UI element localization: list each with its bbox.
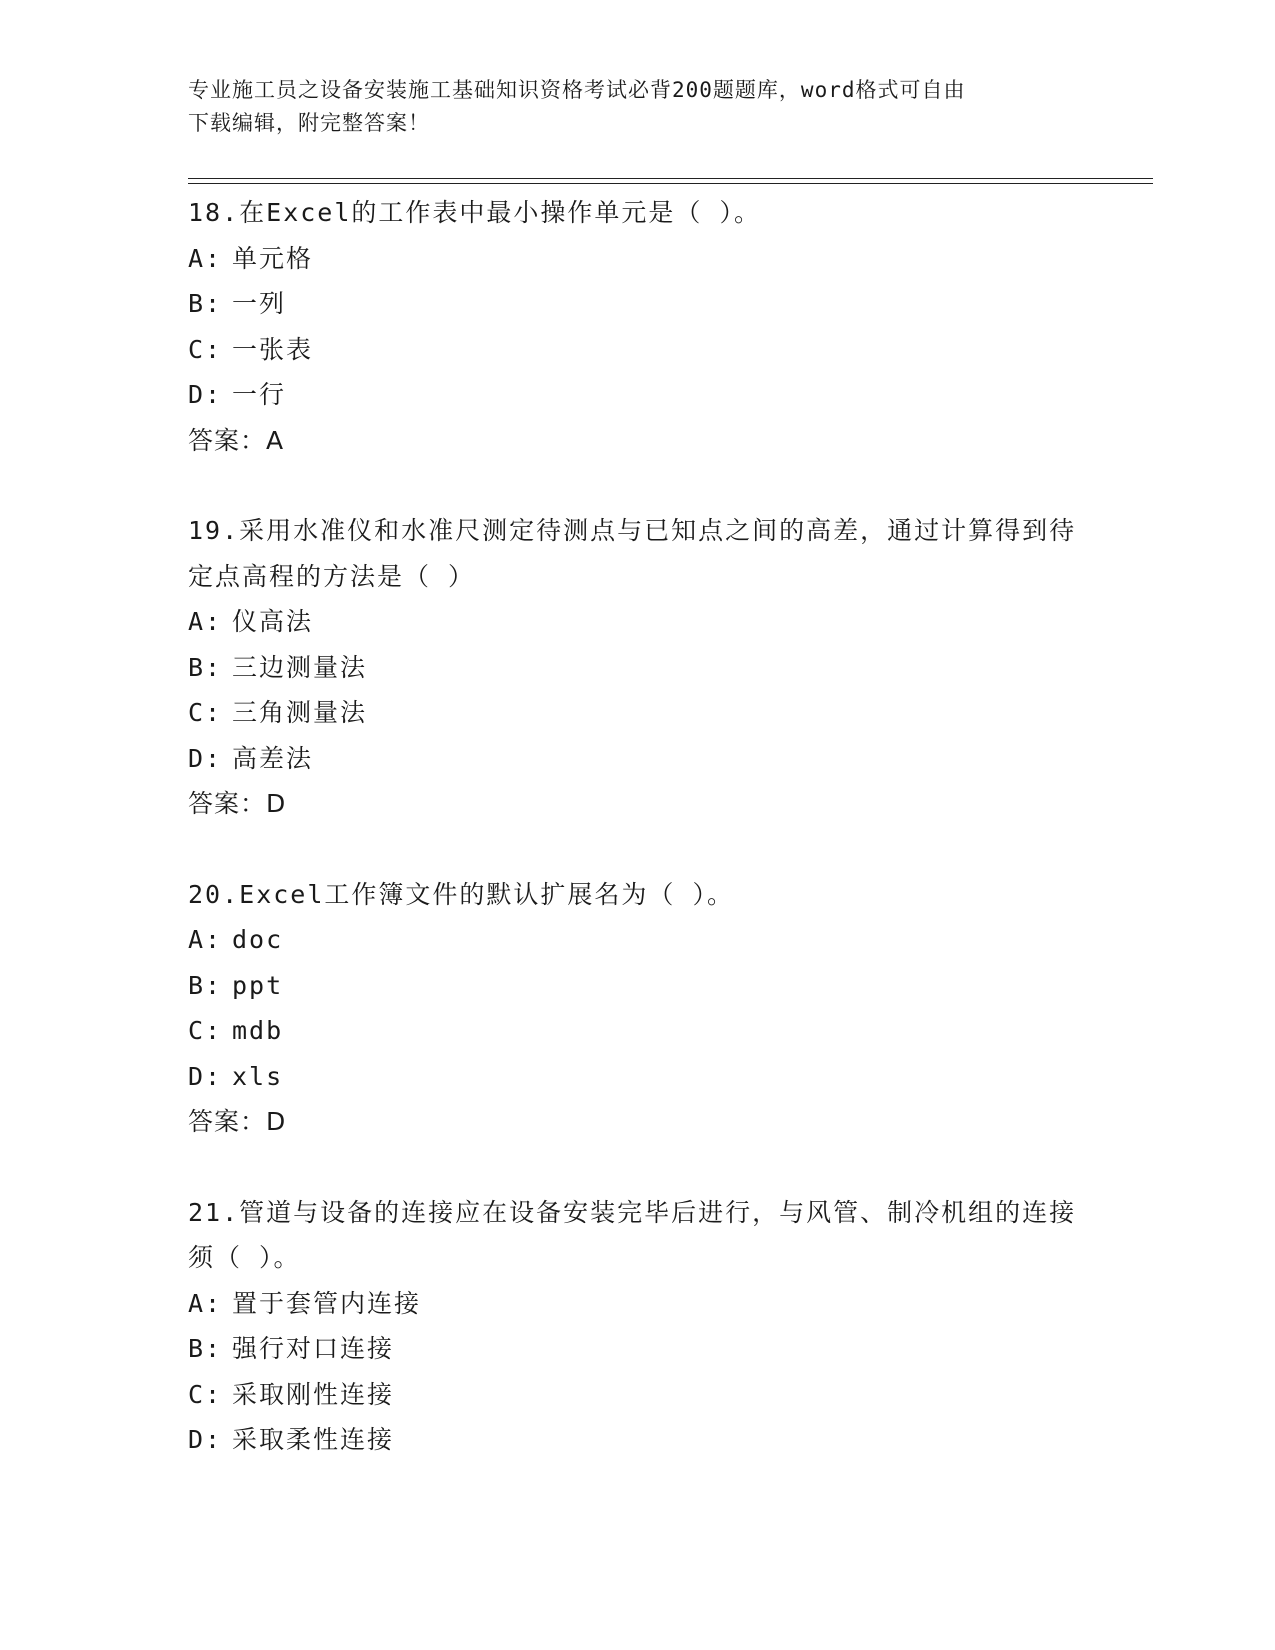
document-header: [188, 74, 1078, 140]
option-text: 三角测量法: [232, 698, 368, 727]
answer-line: 答案：D: [188, 1107, 287, 1136]
option-b: [188, 963, 1088, 1009]
option-a: [188, 599, 1088, 645]
option-key: D:: [188, 1061, 223, 1091]
option-text: 三边测量法: [232, 652, 368, 682]
question-21: [188, 1190, 1088, 1463]
option-text: 强行对口连接: [232, 1334, 395, 1363]
option-key: A:: [188, 925, 223, 954]
option-text: 单元格: [232, 243, 314, 273]
option-b: [188, 645, 1088, 691]
option-key: A:: [188, 243, 223, 273]
option-text: 高差法: [232, 743, 314, 773]
option-key: D:: [188, 380, 223, 409]
option-key: B:: [188, 289, 223, 318]
option-d: [188, 1417, 1088, 1463]
option-key: B:: [188, 1334, 223, 1363]
option-a: [188, 236, 1088, 282]
option-a: [188, 1281, 1088, 1327]
option-b: [188, 1326, 1088, 1372]
option-key: D:: [188, 1425, 223, 1454]
option-text: mdb: [232, 1016, 284, 1045]
option-d: [188, 1054, 1088, 1100]
question-stem: 19.采用水准仪和水准尺测定待测点与已知点之间的高差，通过计算得到待定点高程的方法是（ ）: [188, 516, 1077, 591]
option-text: 仪高法: [232, 607, 314, 636]
option-text: 置于套管内连接: [232, 1288, 422, 1318]
question-stem: 20.Excel工作簿文件的默认扩展名为（ ）。: [188, 879, 734, 909]
option-c: [188, 690, 1088, 736]
option-text: xls: [232, 1061, 284, 1091]
option-c: [188, 1008, 1088, 1054]
option-text: 一张表: [232, 334, 314, 364]
header-divider-top: [188, 178, 1153, 179]
header-line-2: 下载编辑，附完整答案！: [188, 111, 430, 135]
option-d: [188, 372, 1088, 418]
option-d: [188, 736, 1088, 782]
option-key: A:: [188, 607, 223, 636]
question-20: [188, 872, 1088, 1145]
option-key: C:: [188, 1379, 223, 1409]
header-line-1: 专业施工员之设备安装施工基础知识资格考试必背200题题库，word格式可自由: [188, 78, 966, 102]
option-text: 一列: [232, 289, 287, 318]
option-key: C:: [188, 698, 223, 727]
option-text: 采取刚性连接: [232, 1379, 395, 1409]
question-stem: 18.在Excel的工作表中最小操作单元是（ ）。: [188, 198, 761, 227]
option-a: [188, 917, 1088, 963]
option-text: 采取柔性连接: [232, 1425, 395, 1454]
question-stem: 21.管道与设备的连接应在设备安装完毕后进行，与风管、制冷机组的连接须（ ）。: [188, 1197, 1077, 1272]
header-divider-bottom: [188, 183, 1153, 184]
option-c: [188, 327, 1088, 373]
option-text: ppt: [232, 970, 284, 1000]
option-key: B:: [188, 970, 223, 1000]
option-key: C:: [188, 334, 223, 364]
question-18: [188, 190, 1088, 463]
option-key: C:: [188, 1016, 223, 1045]
answer-line: 答案：A: [188, 425, 285, 455]
question-19: [188, 508, 1088, 827]
option-key: B:: [188, 652, 223, 682]
option-key: A:: [188, 1288, 223, 1318]
option-text: doc: [232, 925, 284, 954]
option-c: [188, 1372, 1088, 1418]
answer-line: 答案：D: [188, 789, 287, 818]
option-key: D:: [188, 743, 223, 773]
option-text: 一行: [232, 380, 287, 409]
question-list: [188, 190, 1088, 1508]
option-b: [188, 281, 1088, 327]
